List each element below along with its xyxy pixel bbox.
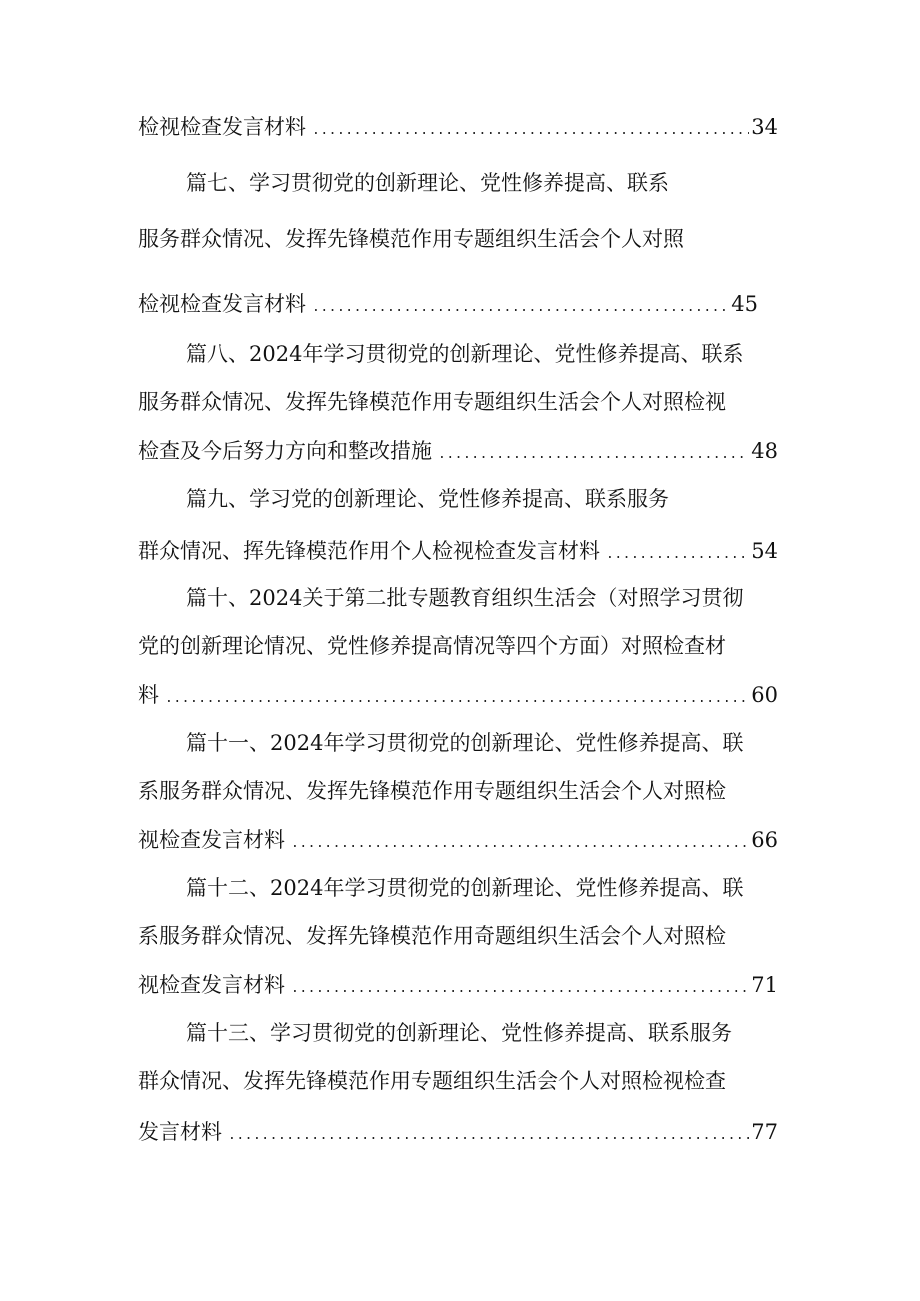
toc-entry-text: 服务群众情况、发挥先锋模范作用专题组织生活会个人对照检视 (138, 390, 726, 414)
toc-entry-line (186, 484, 669, 514)
toc-entry-line (138, 776, 726, 806)
toc-page-number: 77 (751, 1120, 778, 1144)
toc-entry-text: 党的创新理论情况、党性修养提高情况等四个方面）对照检查材 (138, 634, 726, 658)
toc-entry-final-line (138, 436, 778, 466)
toc-entry-text: 发言材料 (138, 1120, 222, 1144)
toc-entry-final-line (138, 1117, 778, 1147)
toc-page-number: 34 (751, 115, 778, 139)
toc-entry-text: 篇十、2024关于第二批专题教育组织生活会（对照学习贯彻 (186, 586, 744, 610)
toc-entry-text: 篇十一、2024年学习贯彻党的创新理论、党性修养提高、联 (186, 731, 744, 755)
toc-entry-final-line (138, 112, 778, 142)
toc-entry-text: 篇十三、学习贯彻党的创新理论、党性修养提高、联系服务 (186, 1021, 732, 1045)
toc-entry-final-line (138, 825, 778, 855)
toc-entry-text: 视检查发言材料 (138, 828, 285, 852)
toc-entry-line (138, 1066, 726, 1096)
toc-leader-dots (228, 1121, 749, 1151)
toc-leader-dots (438, 440, 749, 470)
toc-page-number: 71 (751, 973, 778, 997)
toc-leader-dots (312, 293, 729, 323)
toc-entry-final-line (138, 289, 758, 319)
toc-entry-text: 服务群众情况、发挥先锋模范作用专题组织生活会个人对照 (138, 227, 684, 251)
toc-page-number: 45 (731, 292, 758, 316)
toc-entry-text: 群众情况、发挥先锋模范作用专题组织生活会个人对照检视检查 (138, 1069, 726, 1093)
toc-entry-line (186, 728, 743, 758)
toc-leader-dots (312, 116, 749, 146)
toc-entry-text: 检查及今后努力方向和整改措施 (138, 439, 432, 463)
toc-entry-text: 检视检查发言材料 (138, 115, 306, 139)
toc-entry-line (186, 168, 669, 198)
toc-entry-text: 篇十二、2024年学习贯彻党的创新理论、党性修养提高、联 (186, 876, 744, 900)
toc-leader-dots (291, 974, 749, 1004)
toc-entry-text: 篇九、学习党的创新理论、党性修养提高、联系服务 (186, 487, 669, 511)
toc-entry-line (138, 224, 684, 254)
toc-leader-dots (606, 540, 749, 570)
toc-entry-line (186, 873, 743, 903)
toc-entry-final-line (138, 970, 778, 1000)
toc-page-number: 66 (751, 828, 778, 852)
toc-page-number: 60 (751, 683, 778, 707)
toc-entry-text: 群众情况、挥先锋模范作用个人检视检查发言材料 (138, 539, 600, 563)
toc-entry-text: 料 (138, 683, 159, 707)
toc-entry-text: 系服务群众情况、发挥先锋模范作用专题组织生活会个人对照检 (138, 779, 726, 803)
toc-entry-final-line (138, 680, 778, 710)
toc-leader-dots (165, 684, 749, 714)
toc-entry-line (186, 583, 743, 613)
toc-entry-text: 检视检查发言材料 (138, 292, 306, 316)
toc-entry-line (186, 339, 743, 369)
toc-entry-line (186, 1018, 732, 1048)
toc-page-number: 48 (751, 439, 778, 463)
toc-entry-line (138, 631, 726, 661)
toc-entry-text: 视检查发言材料 (138, 973, 285, 997)
toc-leader-dots (291, 829, 749, 859)
toc-entry-line (138, 921, 726, 951)
toc-entry-final-line (138, 536, 778, 566)
toc-entry-text: 系服务群众情况、发挥先锋模范作用奇题组织生活会个人对照检 (138, 924, 726, 948)
toc-page-number: 54 (751, 539, 778, 563)
toc-entry-line (138, 387, 726, 417)
toc-entry-text: 篇八、2024年学习贯彻党的创新理论、党性修养提高、联系 (186, 342, 744, 366)
toc-entry-text: 篇七、学习贯彻党的创新理论、党性修养提高、联系 (186, 171, 669, 195)
